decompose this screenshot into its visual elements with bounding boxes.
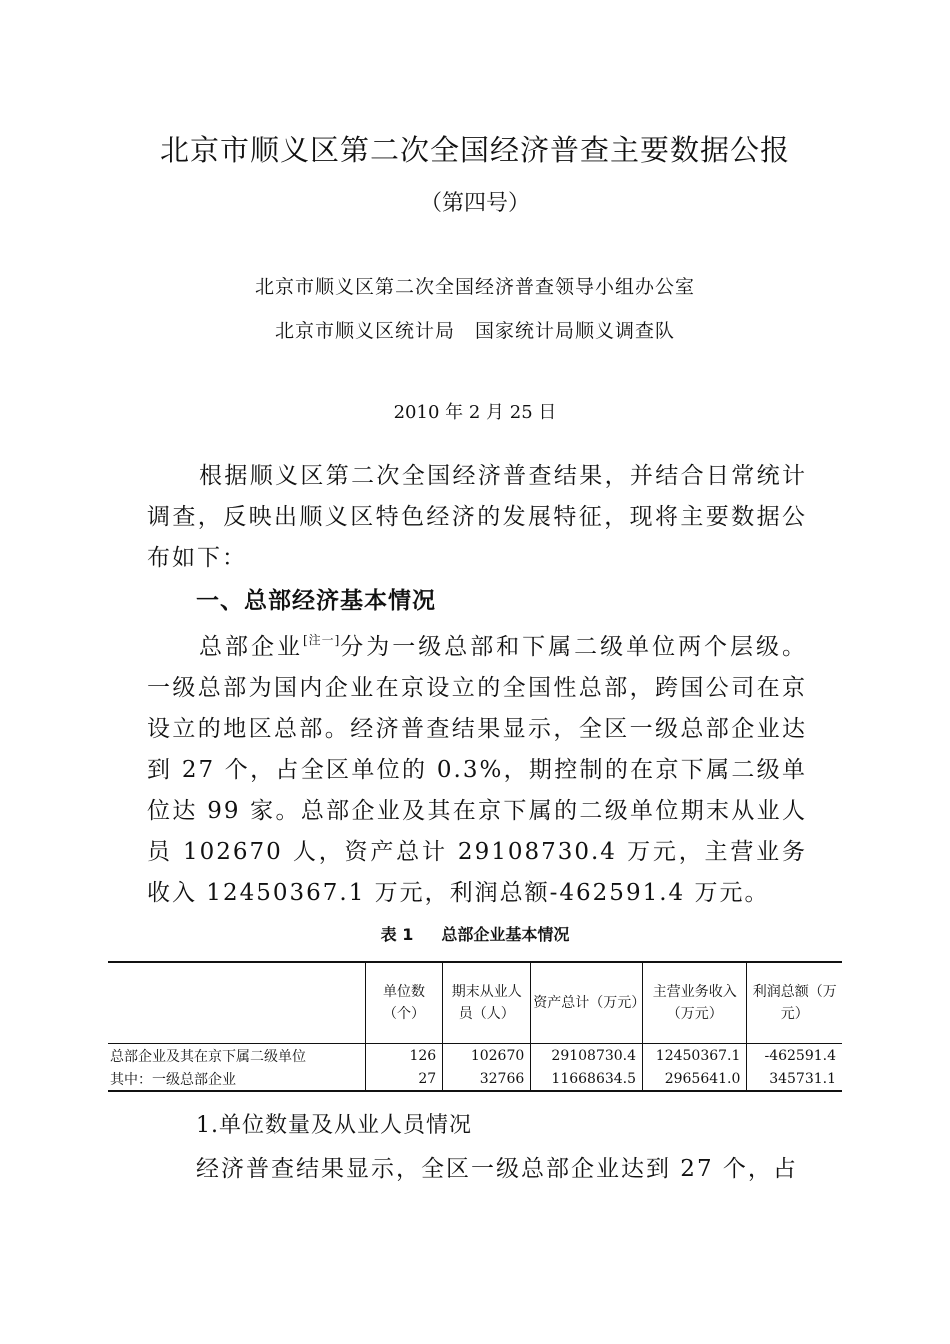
table-header-cell: 主营业务收入（万元） <box>643 962 747 1044</box>
paragraph-body: 分为一级总部和下属二级单位两个层级。一级总部为国内企业在京设立的全国性总部，跨国公司在京设立的地区总部。经济普查结果显示，全区一级总部企业达到 27 个，占全区单位的 0.3%，期控制的在京下属二级单位达 99 家。总部企业及其在京下属的二级单位期末从业人员 102670 人，资产总计 29108730.4 万元，主营业务收入 12450367.1 万元，利润总额-462591.4 万元。 <box>147 634 808 906</box>
table-cell: 345731.1 <box>747 1067 842 1091</box>
table-caption <box>0 922 950 945</box>
table-header-row <box>108 962 842 1044</box>
issue-number: （第四号） <box>419 191 530 216</box>
table-cell: 11668634.5 <box>531 1067 643 1091</box>
intro-paragraph: 根据顺义区第二次全国经济普查结果，并结合日常统计调查，反映出顺义区特色经济的发展特征，现将主要数据公布如下： <box>147 463 807 571</box>
subsection-heading: 1.单位数量及从业人员情况 <box>196 1113 472 1138</box>
document-title: 北京市顺义区第二次全国经济普查主要数据公报 <box>159 133 790 167</box>
section-paragraph <box>147 620 807 914</box>
paragraph-lead: 总部企业 <box>199 634 303 660</box>
table-row <box>108 1067 842 1091</box>
table-number: 表 1 <box>380 925 414 944</box>
table-header-cell: 资产总计（万元） <box>531 962 643 1044</box>
table-header-cell: 利润总额（万元） <box>747 962 842 1044</box>
table-cell: 其中：一级总部企业 <box>108 1067 365 1091</box>
table-row <box>108 1044 842 1068</box>
table-cell: 29108730.4 <box>531 1044 643 1068</box>
section-heading: 一、总部经济基本情况 <box>196 588 436 614</box>
table-cell: 2965641.0 <box>643 1067 747 1091</box>
table-cell: 总部企业及其在京下属二级单位 <box>110 1048 306 1065</box>
publication-date: 2010 年 2 月 25 日 <box>393 402 557 423</box>
table-cell: 12450367.1 <box>643 1044 747 1068</box>
table-cell: 126 <box>365 1044 442 1068</box>
table-cell: 32766 <box>443 1067 531 1091</box>
table-header-cell <box>108 962 365 1044</box>
subsection-paragraph: 经济普查结果显示，全区一级总部企业达到 27 个，占 <box>196 1156 798 1182</box>
table-cell: 27 <box>365 1067 442 1091</box>
table-cell: 102670 <box>443 1044 531 1068</box>
headquarters-table <box>108 961 842 1092</box>
table-cell: -462591.4 <box>747 1044 842 1068</box>
table-header-cell: 期末从业人员（人） <box>443 962 531 1044</box>
footnote-marker: [注一] <box>302 633 340 647</box>
table-header-cell: 单位数（个） <box>365 962 442 1044</box>
issuer-office: 北京市顺义区第二次全国经济普查领导小组办公室 <box>254 276 695 298</box>
table-title: 总部企业基本情况 <box>441 925 570 944</box>
issuer-bureaus: 北京市顺义区统计局 国家统计局顺义调查队 <box>274 320 675 342</box>
